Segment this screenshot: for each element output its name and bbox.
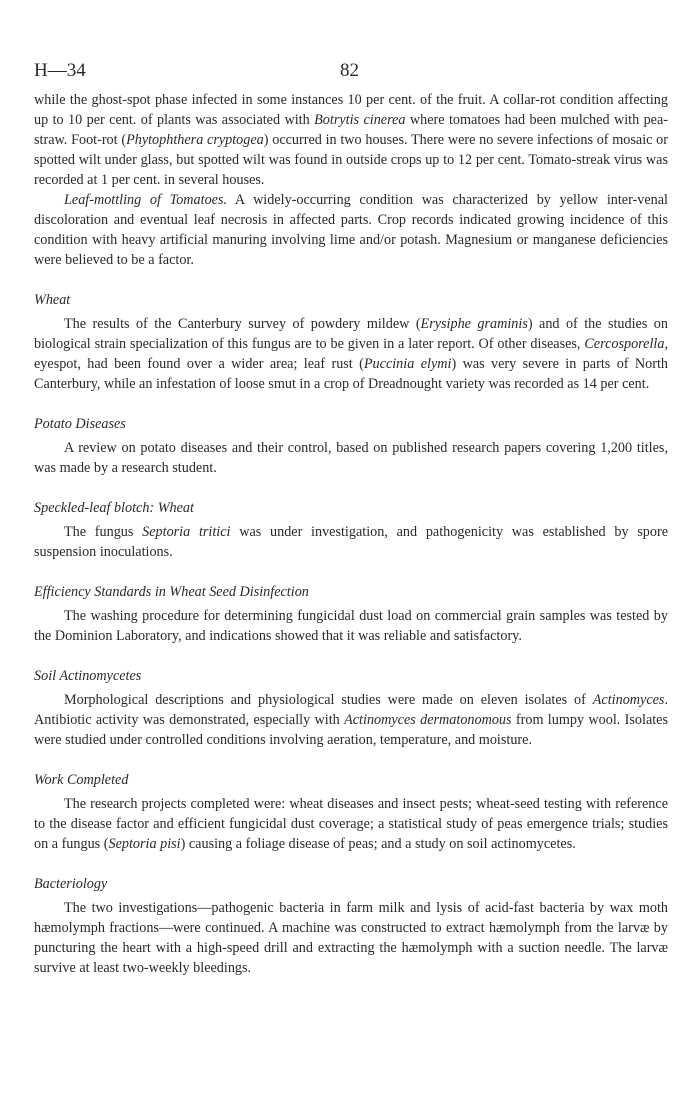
page-number: 82 xyxy=(340,60,359,81)
speckled-leaf-paragraph: The fungus Septoria tritici was under investigation, and pathogenicity was established by spore suspension inoculations. xyxy=(34,524,668,560)
section-heading-work-completed: Work Completed xyxy=(34,772,129,788)
potato-paragraph: A review on potato diseases and their control, based on published research papers covering 1,200 titles, was made by a research student. xyxy=(34,440,668,476)
document-reference: H—34 xyxy=(34,60,86,81)
wheat-paragraph: The results of the Canterbury survey of powdery mildew (Erysiphe graminis) and of the studies on biological strain specialization of this fungus are to be given in a later report. Of other diseases, Cercosporella, eyespot, had been found over a wider area; leaf rust (Puccinia elymi) was very severe in parts of North Canterbury, while an infestation of loose smut in a crop of Dreadnought variety was recorded as 14 per cent. xyxy=(34,316,669,392)
page-header xyxy=(34,60,668,90)
species-name: Actinomyces xyxy=(592,692,665,708)
species-name: Puccinia elymi xyxy=(363,356,452,372)
leaf-mottling-paragraph: Leaf-mottling of Tomatoes. A widely-occurring condition was characterized by yellow inter-venal discoloration and eventual leaf necrosis in affected parts. Crop records indicated growing incidence of this condition with heavy artificial manuring involving lime and/or potash. Magnesium or manganese deficiencies were believed to be a factor. xyxy=(34,192,668,268)
species-name: Septoria tritici xyxy=(142,524,231,540)
section-heading-bacteriology: Bacteriology xyxy=(34,876,108,892)
species-name: Cercosporella xyxy=(584,336,665,352)
document-page xyxy=(34,60,668,978)
soil-paragraph: Morphological descriptions and physiological studies were made on eleven isolates of Actinomyces. Antibiotic activity was demonstrated, especially with Actinomyces dermatonomous from lumpy wool. Isolates were studied under controlled conditions involving aeration, temperature, and moisture. xyxy=(34,692,669,748)
section-heading-efficiency: Efficiency Standards in Wheat Seed Disinfection xyxy=(34,584,309,600)
tomato-paragraph: while the ghost-spot phase infected in some instances 10 per cent. of the fruit. A collar-rot condition affecting up to 10 per cent. of plants was associated with Botrytis cinerea where tomatoes had been mulched with pea-straw. Foot-rot (Phytophthera cryptogea) occurred in two houses. There were no severe infections of mosaic or spotted wilt under glass, but spotted wilt was found in outside crops up to 12 per cent. Tomato-streak virus was recorded at 1 per cent. in several houses. xyxy=(34,92,668,188)
work-completed-paragraph: The research projects completed were: wheat diseases and insect pests; wheat-seed testing with reference to the disease factor and efficient fungicidal dust coverage; a statistical study of peas emergence trials; studies on a fungus (Septoria pisi) causing a foliage disease of peas; and a study on soil actinomycetes. xyxy=(34,796,668,852)
species-name: Actinomyces dermatonomous xyxy=(344,712,512,728)
section-heading-potato: Potato Diseases xyxy=(34,416,126,432)
bacteriology-paragraph: The two investigations—pathogenic bacteria in farm milk and lysis of acid-fast bacteria by wax moth hæmolymph fractions—were continued. A machine was constructed to extract hæmolymph from the larvæ by puncturing the heart with a high-speed drill and extracting the hæmolymph with a suction needle. The larvæ survive at least two-weekly bleedings. xyxy=(34,900,668,976)
species-name: Phytophthera cryptogea xyxy=(126,132,264,148)
inline-heading: Leaf-mottling of Tomatoes. xyxy=(64,192,228,208)
species-name: Botrytis cinerea xyxy=(314,112,406,128)
section-heading-wheat: Wheat xyxy=(34,292,71,308)
section-heading-speckled-leaf: Speckled-leaf blotch: Wheat xyxy=(34,500,194,516)
species-name: Erysiphe graminis xyxy=(420,316,528,332)
efficiency-paragraph: The washing procedure for determining fungicidal dust load on commercial grain samples was tested by the Dominion Laboratory, and indications showed that it was reliable and satisfactory. xyxy=(34,608,668,644)
section-heading-soil: Soil Actinomycetes xyxy=(34,668,142,684)
document-body xyxy=(34,90,668,978)
species-name: Septoria pisi xyxy=(108,836,181,852)
